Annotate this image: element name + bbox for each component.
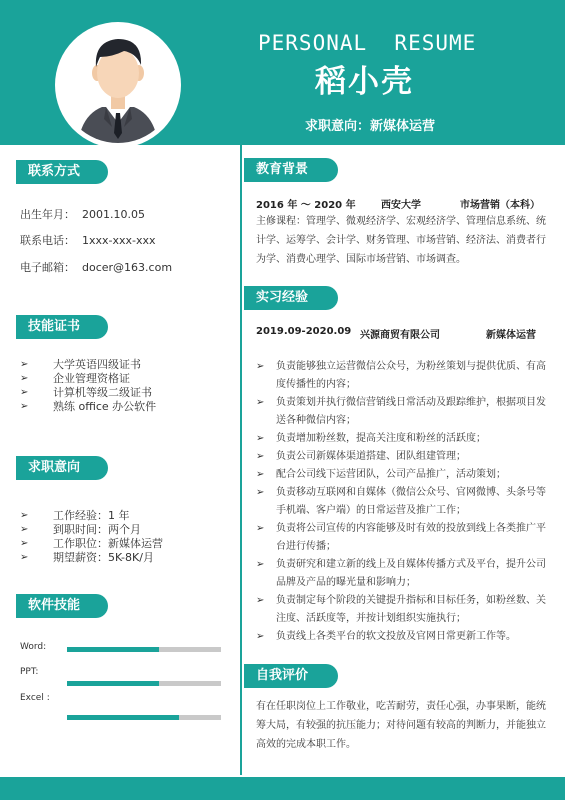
skill-label-excel: Excel : — [20, 693, 50, 703]
arrow-bullet-icon: ➢ — [20, 373, 29, 384]
arrow-bullet-icon: ➢ — [20, 552, 29, 563]
section-tag-contact: 联系方式 — [16, 160, 108, 184]
arrow-bullet-icon: ➢ — [20, 538, 29, 549]
skill-bar-fill — [67, 681, 159, 686]
intent-list — [20, 509, 220, 565]
section-tag-software: 软件技能 — [16, 594, 108, 618]
arrow-bullet-icon: ➢ — [256, 631, 265, 642]
skill-bar-fill — [67, 715, 179, 720]
arrow-bullet-icon: ➢ — [256, 433, 265, 444]
avatar — [60, 27, 176, 143]
contact-label: 联系电话： — [20, 234, 75, 247]
list-item: ➢ 负责线上各类平台的软文投放及官网日常更新工作等。 — [256, 628, 551, 646]
edu-period: 2016 年 ～ 2020 年 — [256, 200, 356, 211]
list-item: ➢ 负责策划并执行微信营销线日常活动及跟踪维护，根据项目发送各种微信内容； — [256, 394, 551, 430]
list-item: ➢ 工作职位：新媒体运营 — [20, 537, 163, 550]
avatar-illustration — [60, 27, 176, 143]
list-item: ➢ 负责制定每个阶段的关键提升指标和目标任务，如粉丝数、关注度、活跃度等，并按计划组织实施执行； — [256, 592, 551, 628]
footer-bar — [0, 777, 565, 800]
list-item: ➢ 负责增加粉丝数，提高关注度和粉丝的活跃度； — [256, 430, 551, 448]
list-item: ➢ 负责研究和建立新的线上及自媒体传播方式及平台，提升公司品牌及产品的曝光量和影响力； — [256, 556, 551, 592]
section-tag-intent: 求职意向 — [16, 456, 108, 480]
candidate-name: 稻小壳 — [315, 64, 414, 100]
skill-label-word: Word: — [20, 642, 47, 652]
arrow-bullet-icon: ➢ — [256, 523, 265, 534]
arrow-bullet-icon: ➢ — [20, 387, 29, 398]
arrow-bullet-icon: ➢ — [256, 595, 265, 606]
list-item: ➢ 期望薪资：5K-8K/月 — [20, 551, 154, 564]
section-tag-self-eval: 自我评价 — [244, 664, 338, 688]
arrow-bullet-icon: ➢ — [20, 510, 29, 521]
contact-label: 电子邮箱： — [20, 261, 75, 274]
arrow-bullet-icon: ➢ — [20, 401, 29, 412]
section-tag-experience: 实习经验 — [244, 286, 338, 310]
contact-value: 2001.10.05 — [82, 208, 145, 221]
header-job-intent: 求职意向：新媒体运营 — [305, 119, 436, 134]
arrow-bullet-icon: ➢ — [20, 359, 29, 370]
skill-bar-ppt — [67, 681, 221, 686]
list-item: ➢ 负责公司新媒体渠道搭建、团队组建管理； — [256, 448, 551, 466]
skill-bar-excel — [67, 715, 221, 720]
edu-courses: 主修课程：管理学、微观经济学、宏观经济学、管理信息系统、统计学、运筹学、会计学、财务管理、市场营销、经济法、消费者行为学、消费心理学、国际市场营销、市场调查。 — [256, 216, 546, 265]
list-item: ➢ 计算机等级二级证书 — [20, 386, 152, 399]
skill-bar-word — [67, 647, 221, 652]
list-item: ➢ 工作经验：1 年 — [20, 509, 130, 522]
column-divider — [240, 145, 242, 775]
exp-company: 兴源商贸有限公司 — [360, 330, 440, 341]
exp-period: 2019.09-2020.09 — [256, 326, 352, 337]
header-banner — [0, 0, 565, 145]
list-item: ➢ 大学英语四级证书 — [20, 358, 141, 371]
list-item: ➢ 到职时间：两个月 — [20, 523, 141, 536]
arrow-bullet-icon: ➢ — [256, 361, 265, 372]
contact-label: 出生年月： — [20, 208, 75, 221]
contact-value: 1xxx-xxx-xxx — [82, 234, 156, 247]
arrow-bullet-icon: ➢ — [256, 397, 265, 408]
arrow-bullet-icon: ➢ — [256, 451, 265, 462]
contact-row-phone — [20, 232, 156, 248]
list-item: ➢ 熟练 office 办公软件 — [20, 400, 157, 413]
contact-value: docer@163.com — [82, 261, 173, 274]
resume-title: PERSONAL RESUME — [258, 31, 477, 55]
list-item: ➢ 企业管理资格证 — [20, 372, 130, 385]
section-tag-certs: 技能证书 — [16, 315, 108, 339]
skill-bar-fill — [67, 647, 159, 652]
arrow-bullet-icon: ➢ — [256, 559, 265, 570]
arrow-bullet-icon: ➢ — [256, 469, 265, 480]
exp-position: 新媒体运营 — [486, 330, 536, 341]
contact-row-email — [20, 259, 172, 275]
list-item: ➢ 配合公司线下运营团队，公司产品推广，活动策划； — [256, 466, 551, 484]
list-item: ➢ 负责将公司宣传的内容能够及时有效的投放到线上各类推广平台进行传播； — [256, 520, 551, 556]
skill-label-ppt: PPT: — [20, 667, 39, 677]
list-item: ➢ 负责移动互联网和自媒体（微信公众号、官网微博、头条号等手机端、客户端）的日常运营及推广工作； — [256, 484, 551, 520]
arrow-bullet-icon: ➢ — [256, 487, 265, 498]
edu-major: 市场营销（本科） — [460, 200, 540, 211]
self-eval-text: 有在任职岗位上工作敬业，吃苦耐劳，责任心强，办事果断，能统筹大局，有较强的抗压能力；对待问题有较高的判断力，并能独立高效的完成本职工作。 — [256, 701, 546, 750]
arrow-bullet-icon: ➢ — [20, 524, 29, 535]
section-tag-education: 教育背景 — [244, 158, 338, 182]
cert-list — [20, 358, 160, 414]
contact-row-birth — [20, 206, 145, 222]
exp-duty-list — [256, 358, 551, 646]
edu-school: 西安大学 — [381, 200, 421, 211]
list-item: ➢ 负责能够独立运营微信公众号，为粉丝策划与提供优质、有高度传播性的内容； — [256, 358, 551, 394]
avatar-frame — [55, 22, 181, 148]
